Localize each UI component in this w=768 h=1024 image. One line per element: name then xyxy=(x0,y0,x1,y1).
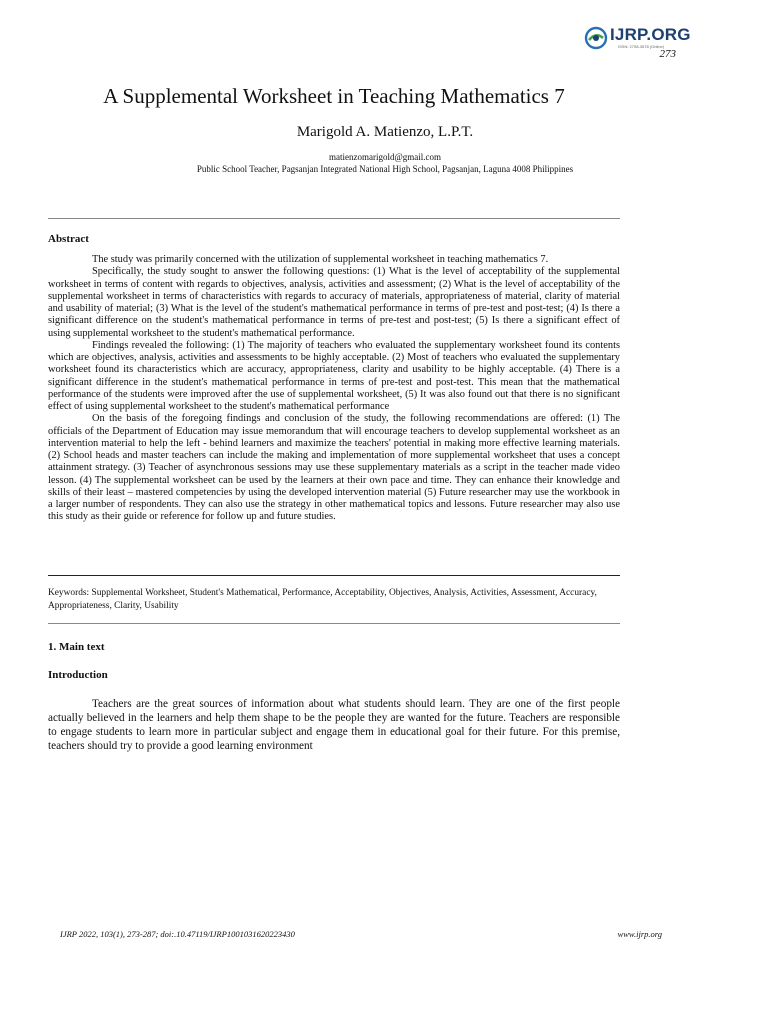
abstract-paragraph: On the basis of the foregoing findings and conclusion of the study, the following recommendations are offered: (1) The officials of the Department of Education may issue memorandum that will encourage teachers to develop supplemental worksheet as an intervention material to help the left - behind learners and maximize the teachers' potential in making more effective learning materials. (2) School heads and master teachers can include the making and implementation of more supplemental worksheet that uses a concept attainment strategy. (3) Teacher of asynchronous sessions may use these supplementary materials as a script in the teacher made video lesson. (4) The supplemental worksheet can be used by the learners at their own pace and time. They can enhance their knowledge and skills of their least – mastered competencies by using the developed intervention material (5) Future researcher may use the workbook in a larger number of respondents. They can also use the strategy in other mathematical topics and lessons. Future researcher may also use this study as their guide or reference for follow up and future studies. xyxy=(48,413,620,523)
subsection-heading: Introduction xyxy=(48,669,108,681)
footer-citation: IJRP 2022, 103(1), 273-287; doi:.10.47119/IJRP1001031620223430 xyxy=(60,929,295,939)
logo-subtitle: ISSN: 2708-3578 (Online) xyxy=(618,44,665,49)
journal-logo xyxy=(584,24,694,52)
divider-top xyxy=(48,218,620,219)
author-affiliation: Public School Teacher, Pagsanjan Integrated National High School, Pagsanjan, Laguna 4008 Philippines xyxy=(196,164,574,174)
paper-author: Marigold A. Matienzo, L.P.T. xyxy=(296,124,474,140)
footer-website: www.ijrp.org xyxy=(617,929,662,939)
abstract-paragraph: Specifically, the study sought to answer the following questions: (1) What is the level of acceptability of the supplemental worksheet in terms of content with regards to objectives, analysis, activities and assessment; (2) What is the level of acceptability of the supplemental worksheet in terms of characteristics with regards to accuracy of materials, appropriateness of material, clarity of material and usability of material; (3) What is the level of the student's mathematical performance in terms of pre-test and post-test; (4) Is there a significant difference on the student's mathematical performance in terms of pre-test and post-test; (5) Is there a significant effect of using supplemental worksheet to the student's mathematical performance. xyxy=(48,266,620,339)
keywords-list: Supplemental Worksheet, Student's Mathematical, Performance, Acceptability, Objectives, Analysis, Activities, Assessment, Accuracy, Appropriateness, Clarity, Usability xyxy=(48,588,597,611)
divider-keywords-end xyxy=(48,623,620,624)
abstract-paragraph: Findings revealed the following: (1) The majority of teachers who evaluated the supplementary worksheet found its contents which are objectives, analysis, activities and assessments to be highly acceptable. (2) Most of teachers who evaluated the supplementary worksheet found its characteristics which are accuracy, appropriateness, clarity and usability to be highly acceptable. (4) There is a significant difference in the student's mathematical performance in terms of pre-test and post-test. This mean that the mathematical performance of the students were improved after the use of supplemental worksheet, (5) It was also found out that there is no significant effect of using supplemental worksheet to the student's mathematical performance xyxy=(48,339,620,412)
keywords xyxy=(48,587,620,613)
abstract-paragraph: The study was primarily concerned with the utilization of supplemental worksheet in teaching mathematics 7. xyxy=(92,254,549,265)
keywords-label: Keywords: xyxy=(48,588,90,598)
page-number: 273 xyxy=(659,48,676,60)
divider-abstract-end xyxy=(48,575,620,576)
intro-paragraph: Teachers are the great sources of information about what students should learn. They are one of the first people actually believed in the learners and help them shape to be the people they are wanted for the future. Teachers are responsible to engage students to learn more in particular subject and engage them in educational goal for their future. For this premise, teachers should try to provide a good learning environment xyxy=(48,698,620,752)
author-email: matienzomarigold@gmail.com xyxy=(328,152,441,162)
abstract-body xyxy=(48,254,620,524)
globe-logo-icon xyxy=(584,26,608,50)
logo-text: IJRP.ORG xyxy=(610,25,691,44)
abstract-heading: Abstract xyxy=(48,233,89,245)
paper-title: A Supplemental Worksheet in Teaching Mathematics 7 xyxy=(103,84,565,108)
section-heading: 1. Main text xyxy=(48,641,105,653)
